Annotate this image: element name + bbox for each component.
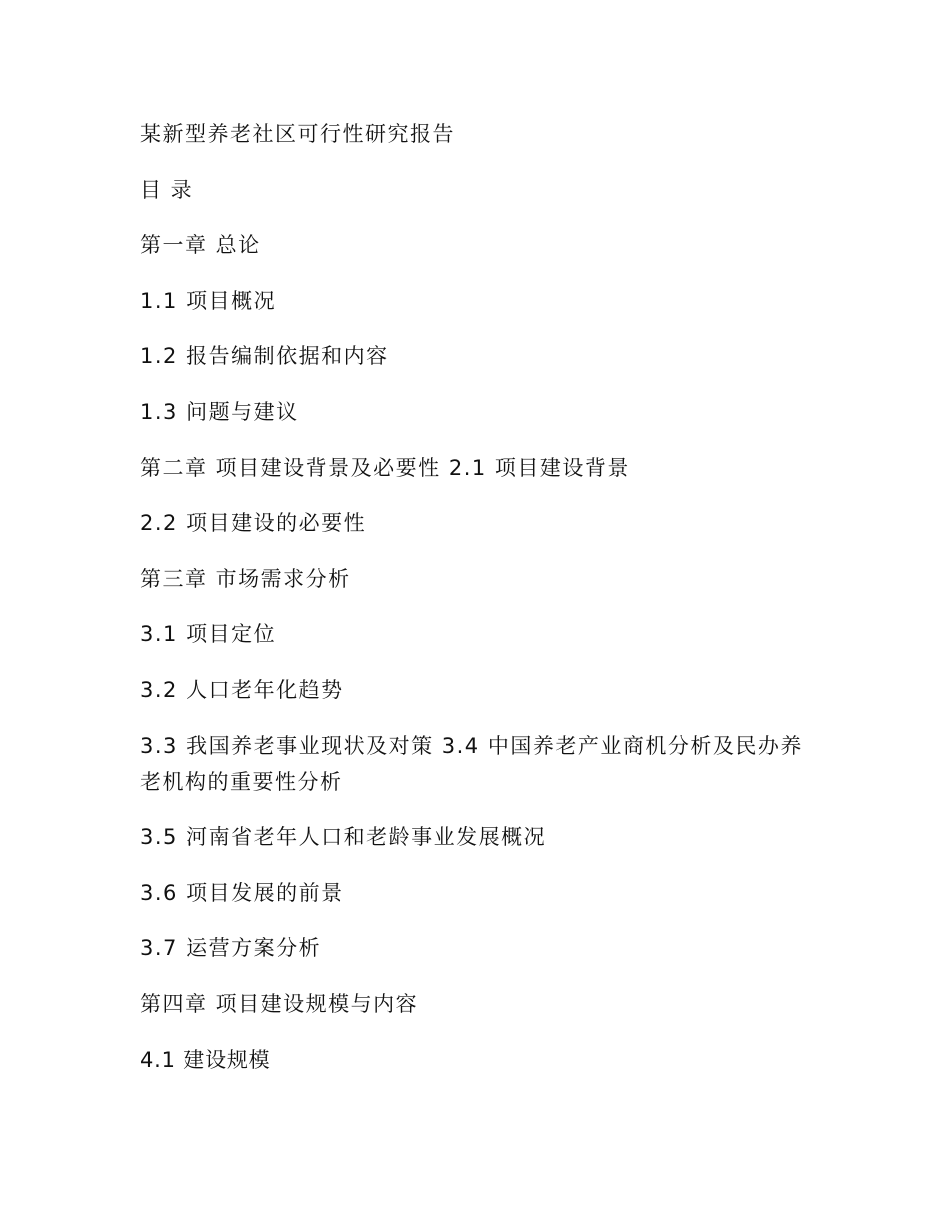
toc-entry-3-6: 3.6 项目发展的前景 (140, 880, 344, 905)
toc-entry-chapter-3: 第三章 市场需求分析 (140, 566, 351, 591)
document-title: 某新型养老社区可行性研究报告 (140, 122, 455, 146)
toc-entry-chapter-4: 第四章 项目建设规模与内容 (140, 991, 419, 1016)
toc-entry-1-1: 1.1 项目概况 (140, 288, 277, 313)
toc-heading: 目 录 (140, 177, 194, 202)
toc-entry-3-7: 3.7 运营方案分析 (140, 936, 322, 961)
toc-entry-3-3: 3.3 我国养老事业现状及对策 3.4 中国养老产业商机分析及民办养老机构的重要性分析 (140, 733, 803, 794)
toc-entry-1-3: 1.3 问题与建议 (140, 399, 299, 424)
toc-entry-3-5: 3.5 河南省老年人口和老龄事业发展概况 (140, 825, 547, 850)
toc-entry-4-1: 4.1 建设规模 (140, 1047, 271, 1072)
toc-entry-1-2: 1.2 报告编制依据和内容 (140, 344, 389, 369)
toc-entry-3-2: 3.2 人口老年化趋势 (140, 677, 344, 702)
document-body (140, 116, 820, 1097)
toc-entry-3-1: 3.1 项目定位 (140, 622, 277, 647)
toc-entry-2-2: 2.2 项目建设的必要性 (140, 511, 367, 536)
toc-entry-chapter-1: 第一章 总论 (140, 233, 261, 258)
toc-entry-chapter-2: 第二章 项目建设背景及必要性 2.1 项目建设背景 (140, 455, 630, 480)
